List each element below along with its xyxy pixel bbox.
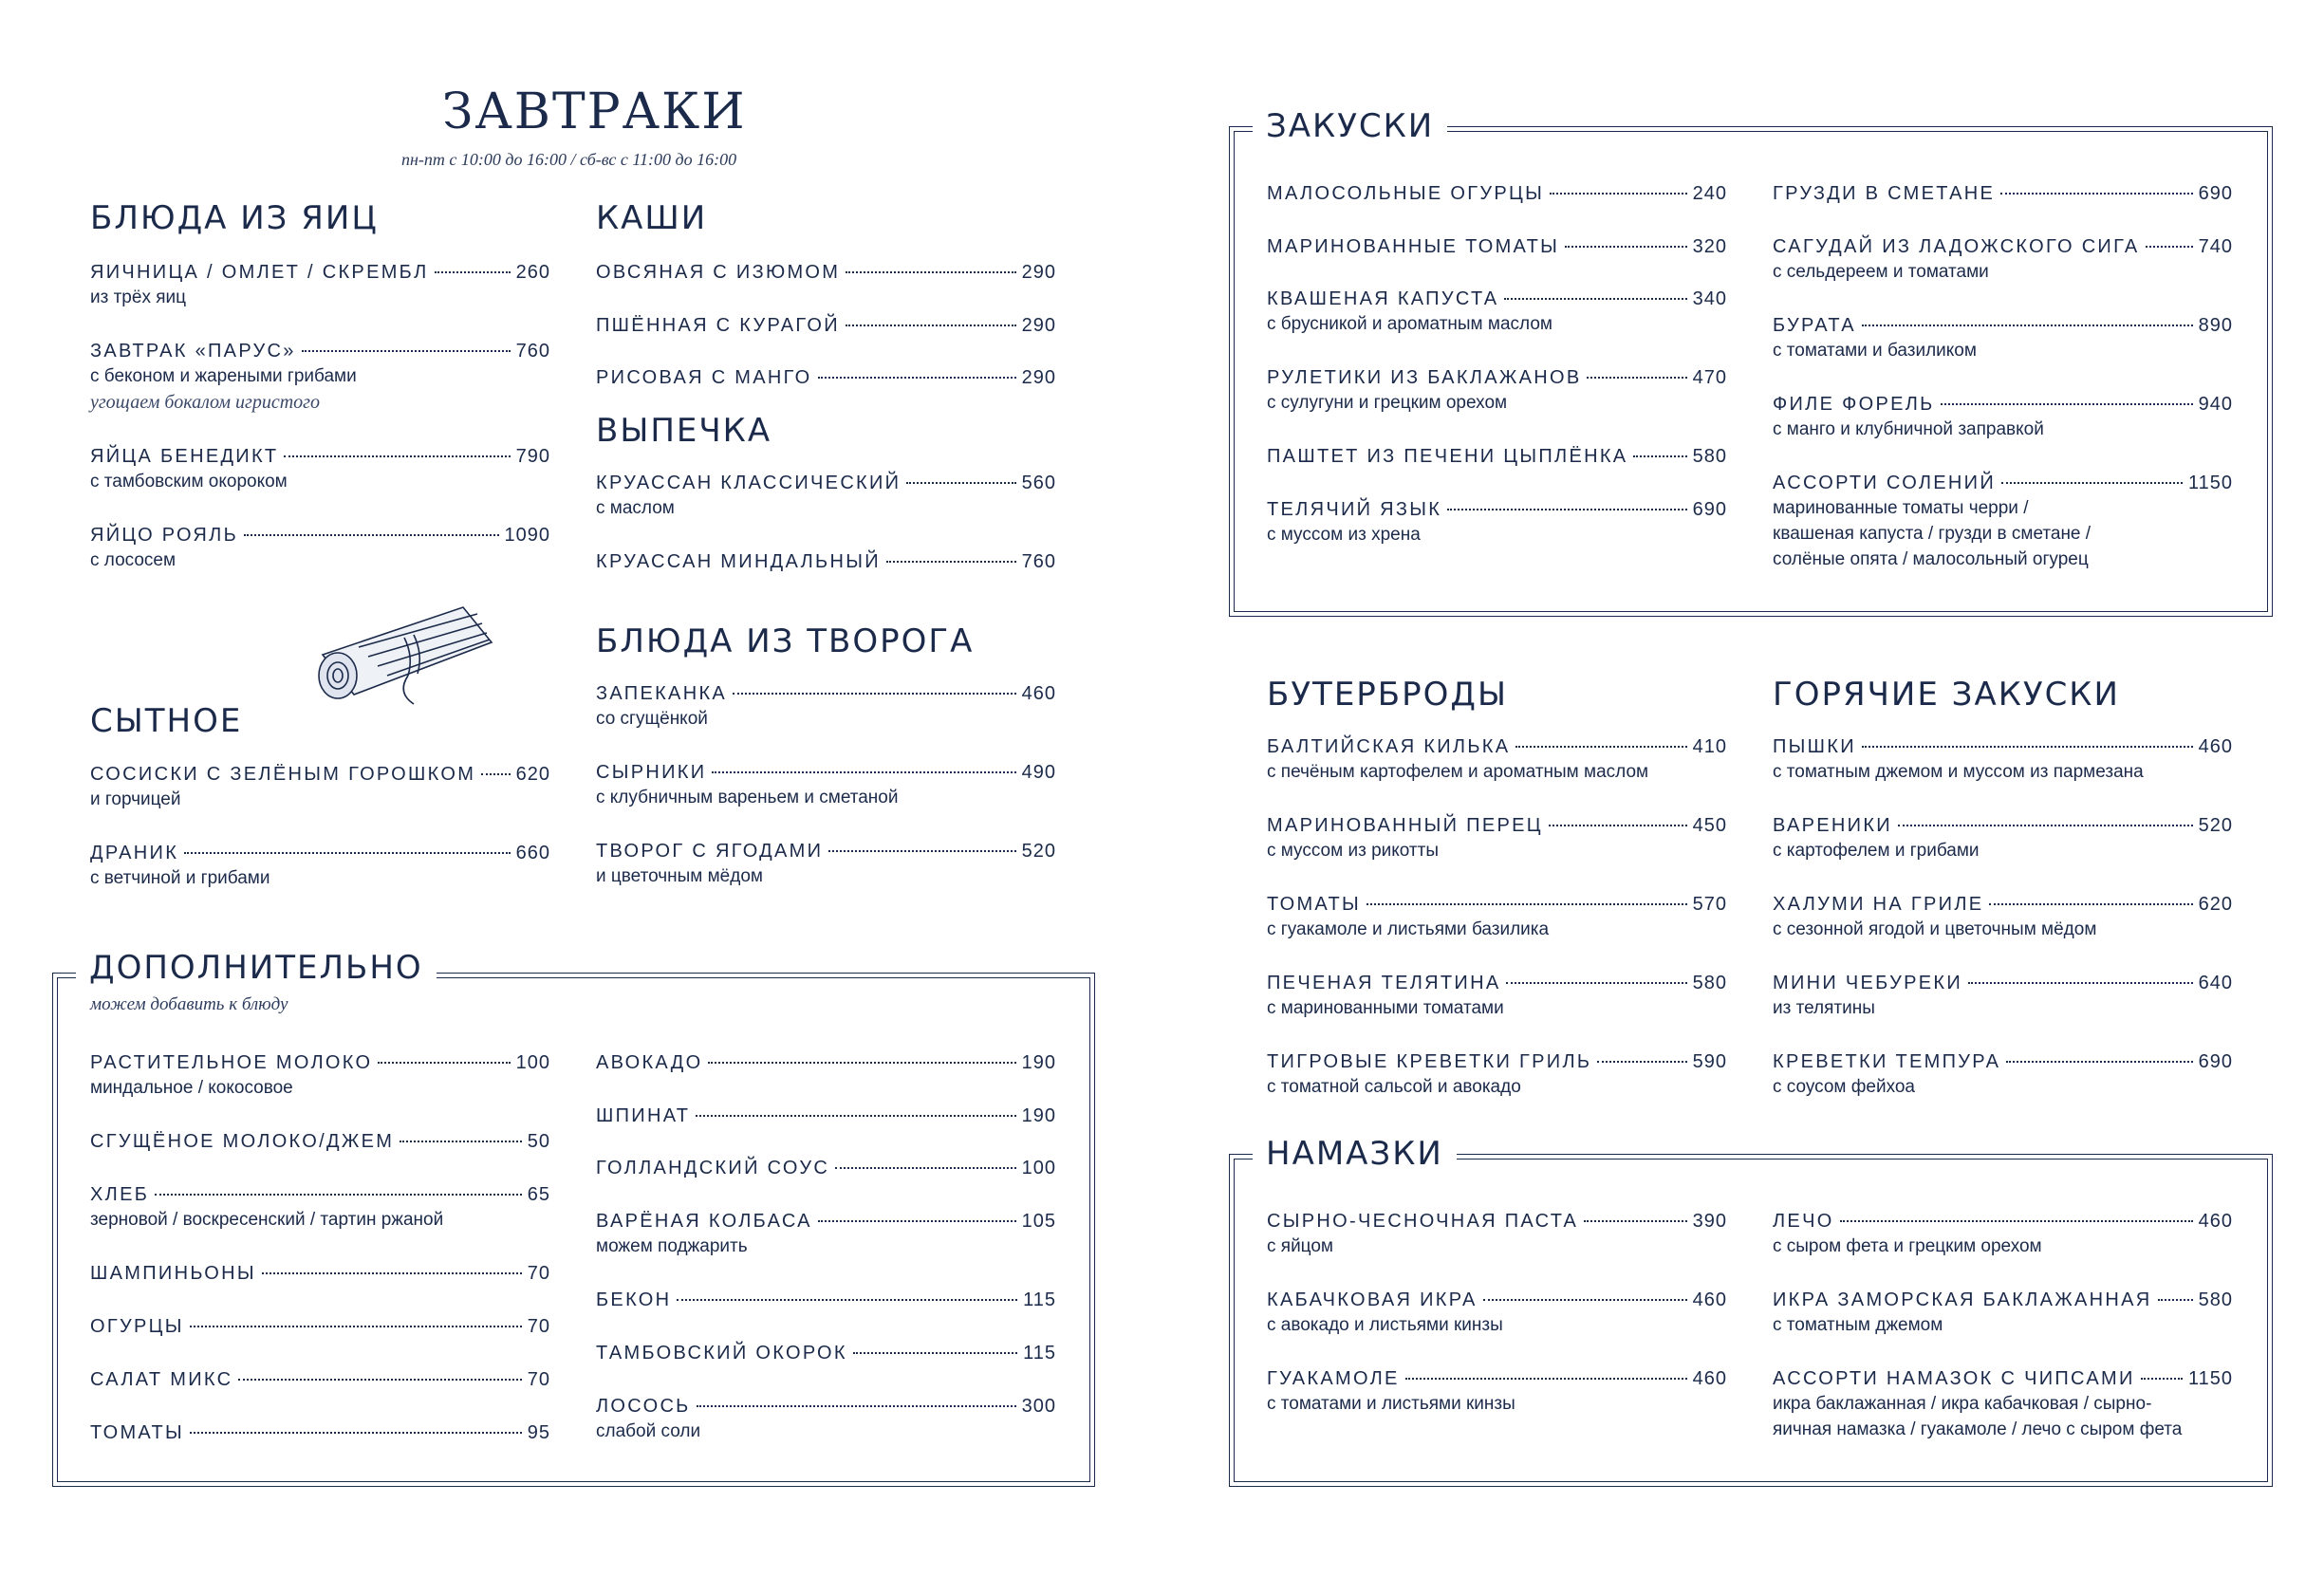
item-price: 70 xyxy=(527,1369,550,1390)
item-name: МИНИ ЧЕБУРЕКИ xyxy=(1773,973,1963,993)
item-desc: и горчицей xyxy=(90,789,181,809)
menu-item xyxy=(90,1314,550,1339)
item-desc: с картофелем и грибами xyxy=(1773,841,1980,861)
item-desc: маринованные томаты черри / xyxy=(1773,498,2029,518)
menu-item xyxy=(596,681,1056,732)
item-price: 290 xyxy=(1021,262,1056,283)
item-name: КАБАЧКОВАЯ ИКРА xyxy=(1267,1289,1478,1310)
menu-item xyxy=(596,1104,1056,1128)
item-name: ТИГРОВЫЕ КРЕВЕТКИ ГРИЛЬ xyxy=(1267,1051,1592,1072)
section-hearty xyxy=(90,702,550,892)
menu-item xyxy=(90,841,550,891)
menu-item xyxy=(1267,892,1727,942)
item-name: ЯЙЦО РОЯЛЬ xyxy=(90,525,238,546)
menu-item xyxy=(1267,734,1727,785)
item-price: 890 xyxy=(2198,315,2233,336)
item-name: ЗАПЕКАНКА xyxy=(596,683,728,704)
item-price: 390 xyxy=(1692,1211,1727,1232)
menu-item xyxy=(596,1209,1056,1259)
item-name: МАРИНОВАННЫЕ ТОМАТЫ xyxy=(1267,236,1560,257)
item-desc: с сыром фета и грецким орехом xyxy=(1773,1236,2042,1256)
item-price: 410 xyxy=(1692,736,1727,757)
snacks-right-column xyxy=(1773,181,2233,580)
item-name: ПШЁННАЯ С КУРАГОЙ xyxy=(596,315,840,336)
item-desc: можем поджарить xyxy=(596,1236,748,1256)
item-extra: угощаем бокалом игристого xyxy=(90,392,320,413)
item-price: 660 xyxy=(515,843,550,863)
section-title-curd: БЛЮДА ИЗ ТВОРОГА xyxy=(596,622,975,660)
item-price: 70 xyxy=(527,1263,550,1284)
menu-item xyxy=(1773,892,2233,942)
item-desc: с муссом из хрена xyxy=(1267,525,1421,545)
menu-item xyxy=(90,444,550,494)
item-name: СЫРНИКИ xyxy=(596,762,707,783)
menu-item xyxy=(90,1420,550,1445)
menu-item xyxy=(1267,1049,1727,1100)
menu-item xyxy=(90,339,550,416)
item-price: 1150 xyxy=(2187,473,2233,493)
item-desc: с манго и клубничной заправкой xyxy=(1773,419,2044,439)
item-name: БУРАТА xyxy=(1773,315,1856,336)
menu-item xyxy=(1267,365,1727,416)
item-price: 115 xyxy=(1023,1343,1056,1364)
menu-item xyxy=(1773,1209,2233,1259)
item-price: 940 xyxy=(2198,394,2233,415)
section-sandwiches xyxy=(1267,676,1727,1112)
item-name: ТЕЛЯЧИЙ ЯЗЫК xyxy=(1267,499,1442,520)
item-desc: с маринованными томатами xyxy=(1267,998,1504,1018)
item-price: 50 xyxy=(527,1131,550,1152)
item-name: САГУДАЙ ИЗ ЛАДОЖСКОГО СИГА xyxy=(1773,236,2140,257)
item-desc: с беконом и жареными грибами xyxy=(90,366,357,386)
item-price: 460 xyxy=(1692,1289,1727,1310)
menu-item xyxy=(1773,1366,2233,1442)
section-title-snacks: ЗАКУСКИ xyxy=(1266,107,1435,145)
item-desc: с муссом из рикотты xyxy=(1267,841,1439,861)
item-name: ГРУЗДИ В СМЕТАНЕ xyxy=(1773,183,1996,204)
item-price: 65 xyxy=(527,1184,550,1205)
item-price: 470 xyxy=(1692,367,1727,388)
item-desc: с клубничным вареньем и сметаной xyxy=(596,788,899,807)
item-desc: миндальное / кокосовое xyxy=(90,1078,293,1098)
item-name: ОВСЯНАЯ С ИЗЮМОМ xyxy=(596,262,841,283)
item-desc: с печёным картофелем и ароматным маслом xyxy=(1267,762,1649,782)
section-title-hearty: СЫТНОЕ xyxy=(90,702,243,740)
item-price: 760 xyxy=(515,341,550,362)
item-name: ЯЙЦА БЕНЕДИКТ xyxy=(90,446,279,467)
section-title-pastry: ВЫПЕЧКА xyxy=(596,412,772,450)
item-price: 240 xyxy=(1692,183,1727,204)
item-price: 460 xyxy=(2198,1211,2233,1232)
menu-item xyxy=(90,523,550,573)
item-price: 190 xyxy=(1021,1052,1056,1073)
breakfast-hours: пн-пт с 10:00 до 16:00 / сб-вс с 11:00 до 16:00 xyxy=(401,150,737,169)
menu-item xyxy=(1773,313,2233,363)
item-price: 620 xyxy=(2198,894,2233,915)
item-desc: с брусникой и ароматным маслом xyxy=(1267,314,1552,334)
item-name: ХАЛУМИ НА ГРИЛЕ xyxy=(1773,894,1984,915)
item-price: 115 xyxy=(1023,1289,1056,1310)
item-name: ГУАКАМОЛЕ xyxy=(1267,1368,1400,1389)
item-desc: яичная намазка / гуакамоле / лечо с сыром фета xyxy=(1773,1419,2183,1439)
section-curd xyxy=(596,622,1056,898)
menu-item xyxy=(1267,1288,1727,1338)
item-name: КРУАССАН МИНДАЛЬНЫЙ xyxy=(596,551,881,572)
menu-item xyxy=(596,1394,1056,1444)
item-name: ЛЕЧО xyxy=(1773,1211,1834,1232)
item-price: 490 xyxy=(1021,762,1056,783)
item-name: МАРИНОВАННЫЙ ПЕРЕЦ xyxy=(1267,815,1543,836)
menu-item xyxy=(90,1367,550,1392)
item-price: 790 xyxy=(515,446,550,467)
item-price: 1150 xyxy=(2187,1368,2233,1389)
item-name: ОГУРЦЫ xyxy=(90,1316,184,1337)
menu-item xyxy=(1773,971,2233,1021)
section-title-hot-snacks: ГОРЯЧИЕ ЗАКУСКИ xyxy=(1773,676,2120,714)
item-price: 260 xyxy=(515,262,550,283)
item-name: БЕКОН xyxy=(596,1289,672,1310)
item-name: ВАРЕНИКИ xyxy=(1773,815,1892,836)
item-name: САЛАТ МИКС xyxy=(90,1369,233,1390)
item-name: ШПИНАТ xyxy=(596,1105,691,1126)
item-price: 450 xyxy=(1692,815,1727,836)
menu-item xyxy=(596,1156,1056,1180)
item-name: АССОРТИ СОЛЕНИЙ xyxy=(1773,473,1996,493)
item-name: КРУАССАН КЛАССИЧЕСКИЙ xyxy=(596,473,902,493)
item-desc: икра баклажанная / икра кабачковая / сырно- xyxy=(1773,1394,2152,1414)
item-name: ПЫШКИ xyxy=(1773,736,1856,757)
menu-item xyxy=(1773,471,2233,572)
item-desc: с тамбовским окороком xyxy=(90,472,288,492)
item-name: РИСОВАЯ С МАНГО xyxy=(596,367,812,388)
item-name: АВОКАДО xyxy=(596,1052,703,1073)
snacks-left-column xyxy=(1267,181,1727,561)
item-desc: с авокадо и листьями кинзы xyxy=(1267,1315,1503,1335)
item-name: КВАШЕНАЯ КАПУСТА xyxy=(1267,288,1499,309)
item-price: 520 xyxy=(1021,841,1056,862)
menu-item xyxy=(90,1129,550,1154)
item-price: 460 xyxy=(1692,1368,1727,1389)
menu-item xyxy=(1773,813,2233,863)
item-price: 580 xyxy=(2198,1289,2233,1310)
item-name: ЯИЧНИЦА / ОМЛЕТ / СКРЕМБЛ xyxy=(90,262,429,283)
item-price: 190 xyxy=(1021,1105,1056,1126)
item-name: АССОРТИ НАМАЗОК С ЧИПСАМИ xyxy=(1773,1368,2135,1389)
item-name: ИКРА ЗАМОРСКАЯ БАКЛАЖАННАЯ xyxy=(1773,1289,2152,1310)
item-desc: с сулугуни и грецким орехом xyxy=(1267,393,1508,413)
item-desc: со сгущёнкой xyxy=(596,709,708,729)
item-desc: солёные опята / малосольный огурец xyxy=(1773,549,2089,569)
menu-item xyxy=(596,839,1056,889)
menu-item xyxy=(596,471,1056,521)
item-price: 690 xyxy=(2198,183,2233,204)
item-name: ЛОСОСЬ xyxy=(596,1396,691,1417)
section-title-sandwiches: БУТЕРБРОДЫ xyxy=(1267,676,1508,714)
section-title-porridge: КАШИ xyxy=(596,199,708,237)
item-desc: зерновой / воскресенский / тартин ржаной xyxy=(90,1210,444,1230)
item-price: 620 xyxy=(515,764,550,785)
item-price: 460 xyxy=(1021,683,1056,704)
item-name: СЫРНО-ЧЕСНОЧНАЯ ПАСТА xyxy=(1267,1211,1579,1232)
item-name: СГУЩЁНОЕ МОЛОКО/ДЖЕМ xyxy=(90,1131,395,1152)
menu-item xyxy=(596,549,1056,574)
section-title-extras: ДОПОЛНИТЕЛЬНО xyxy=(89,949,423,987)
menu-item xyxy=(1773,234,2233,285)
item-name: РУЛЕТИКИ ИЗ БАКЛАЖАНОВ xyxy=(1267,367,1582,388)
item-name: ШАМПИНЬОНЫ xyxy=(90,1263,256,1284)
item-desc: с сезонной ягодой и цветочным мёдом xyxy=(1773,919,2097,939)
menu-item xyxy=(1773,1288,2233,1338)
item-desc: из телятины xyxy=(1773,998,1875,1018)
item-price: 520 xyxy=(2198,815,2233,836)
item-price: 580 xyxy=(1692,446,1727,467)
menu-item xyxy=(1267,1366,1727,1417)
item-name: ТАМБОВСКИЙ ОКОРОК xyxy=(596,1343,847,1364)
item-price: 320 xyxy=(1692,236,1727,257)
item-price: 105 xyxy=(1021,1211,1056,1232)
item-desc: с томатным джемом и муссом из пармезана xyxy=(1773,762,2144,782)
item-name: ВАРЁНАЯ КОЛБАСА xyxy=(596,1211,812,1232)
menu-item xyxy=(1267,813,1727,863)
item-name: ТОМАТЫ xyxy=(1267,894,1362,915)
menu-item xyxy=(1773,181,2233,206)
item-price: 70 xyxy=(527,1316,550,1337)
item-name: БАЛТИЙСКАЯ КИЛЬКА xyxy=(1267,736,1511,757)
item-desc: слабой соли xyxy=(596,1421,701,1441)
item-desc: с сельдереем и томатами xyxy=(1773,262,1989,282)
section-title-eggs: БЛЮДА ИЗ ЯИЦ xyxy=(90,199,379,237)
spreads-left-column xyxy=(1267,1209,1727,1456)
item-name: ХЛЕБ xyxy=(90,1184,150,1205)
item-price: 560 xyxy=(1021,473,1056,493)
item-price: 95 xyxy=(527,1422,550,1443)
item-price: 590 xyxy=(1692,1051,1727,1072)
menu-item xyxy=(1773,1049,2233,1100)
extras-note: можем добавить к блюду xyxy=(90,994,288,1014)
extras-right-column xyxy=(596,1050,1056,1468)
item-price: 300 xyxy=(1021,1396,1056,1417)
section-porridge xyxy=(596,199,1056,399)
item-desc: квашеная капуста / грузди в сметане / xyxy=(1773,524,2092,544)
item-desc: с ветчиной и грибами xyxy=(90,868,270,888)
spreads-legend xyxy=(1253,1135,1457,1173)
item-desc: с томатной сальсой и авокадо xyxy=(1267,1077,1521,1097)
item-name: ДРАНИК xyxy=(90,843,179,863)
item-price: 100 xyxy=(515,1052,550,1073)
item-name: ПЕЧЕНАЯ ТЕЛЯТИНА xyxy=(1267,973,1501,993)
item-name: ГОЛЛАНДСКИЙ СОУС xyxy=(596,1158,830,1178)
item-desc: с маслом xyxy=(596,498,675,518)
breakfast-title: ЗАВТРАКИ xyxy=(442,83,747,140)
item-price: 570 xyxy=(1692,894,1727,915)
item-price: 1090 xyxy=(504,525,550,546)
item-name: ЗАВТРАК «ПАРУС» xyxy=(90,341,296,362)
snacks-legend xyxy=(1253,107,1447,145)
section-eggs xyxy=(90,199,550,598)
section-title-spreads: НАМАЗКИ xyxy=(1266,1135,1443,1173)
item-name: ФИЛЕ ФОРЕЛЬ xyxy=(1773,394,1935,415)
item-desc: с томатным джемом xyxy=(1773,1315,1943,1335)
item-name: КРЕВЕТКИ ТЕМПУРА xyxy=(1773,1051,2001,1072)
menu-item xyxy=(1267,497,1727,547)
menu-item xyxy=(596,313,1056,338)
item-name: РАСТИТЕЛЬНОЕ МОЛОКО xyxy=(90,1052,373,1073)
extras-legend xyxy=(76,949,437,987)
rolled-newspaper-icon xyxy=(302,600,501,709)
item-price: 580 xyxy=(1692,973,1727,993)
menu-item xyxy=(1267,181,1727,206)
menu-item xyxy=(596,1288,1056,1312)
item-desc: с лососем xyxy=(90,550,177,570)
menu-item xyxy=(90,260,550,310)
item-price: 290 xyxy=(1021,367,1056,388)
item-name: ТОМАТЫ xyxy=(90,1422,185,1443)
menu-item xyxy=(1773,734,2233,785)
item-price: 290 xyxy=(1021,315,1056,336)
item-name: ТВОРОГ С ЯГОДАМИ xyxy=(596,841,824,862)
item-desc: с гуакамоле и листьями базилика xyxy=(1267,919,1550,939)
item-desc: с яйцом xyxy=(1267,1236,1333,1256)
menu-item xyxy=(596,260,1056,285)
item-price: 690 xyxy=(1692,499,1727,520)
item-price: 640 xyxy=(2198,973,2233,993)
item-price: 760 xyxy=(1021,551,1056,572)
section-pastry xyxy=(596,412,1056,583)
item-desc: с томатами и базиликом xyxy=(1773,341,1977,361)
menu-item xyxy=(1267,234,1727,259)
menu-item xyxy=(1267,1209,1727,1259)
menu-item xyxy=(596,760,1056,810)
menu-item xyxy=(1267,287,1727,337)
item-price: 340 xyxy=(1692,288,1727,309)
item-desc: с томатами и листьями кинзы xyxy=(1267,1394,1515,1414)
section-hot-snacks xyxy=(1773,676,2233,1112)
menu-item xyxy=(596,365,1056,390)
menu-item xyxy=(90,1261,550,1286)
menu-item xyxy=(90,1050,550,1101)
item-price: 100 xyxy=(1021,1158,1056,1178)
menu-item xyxy=(90,1182,550,1233)
menu-item xyxy=(596,1341,1056,1365)
item-desc: из трёх яиц xyxy=(90,288,187,307)
item-name: МАЛОСОЛЬНЫЕ ОГУРЦЫ xyxy=(1267,183,1545,204)
menu-item xyxy=(596,1050,1056,1075)
item-price: 740 xyxy=(2198,236,2233,257)
menu-item xyxy=(1267,971,1727,1021)
spreads-right-column xyxy=(1773,1209,2233,1465)
extras-left-column xyxy=(90,1050,550,1468)
menu-item xyxy=(1267,444,1727,469)
menu-item xyxy=(90,762,550,812)
item-desc: и цветочным мёдом xyxy=(596,866,763,886)
item-price: 690 xyxy=(2198,1051,2233,1072)
menu-item xyxy=(1773,392,2233,442)
item-name: СОСИСКИ С ЗЕЛЁНЫМ ГОРОШКОМ xyxy=(90,764,476,785)
item-price: 460 xyxy=(2198,736,2233,757)
item-desc: с соусом фейхоа xyxy=(1773,1077,1915,1097)
item-name: ПАШТЕТ ИЗ ПЕЧЕНИ ЦЫПЛЁНКА xyxy=(1267,446,1628,467)
